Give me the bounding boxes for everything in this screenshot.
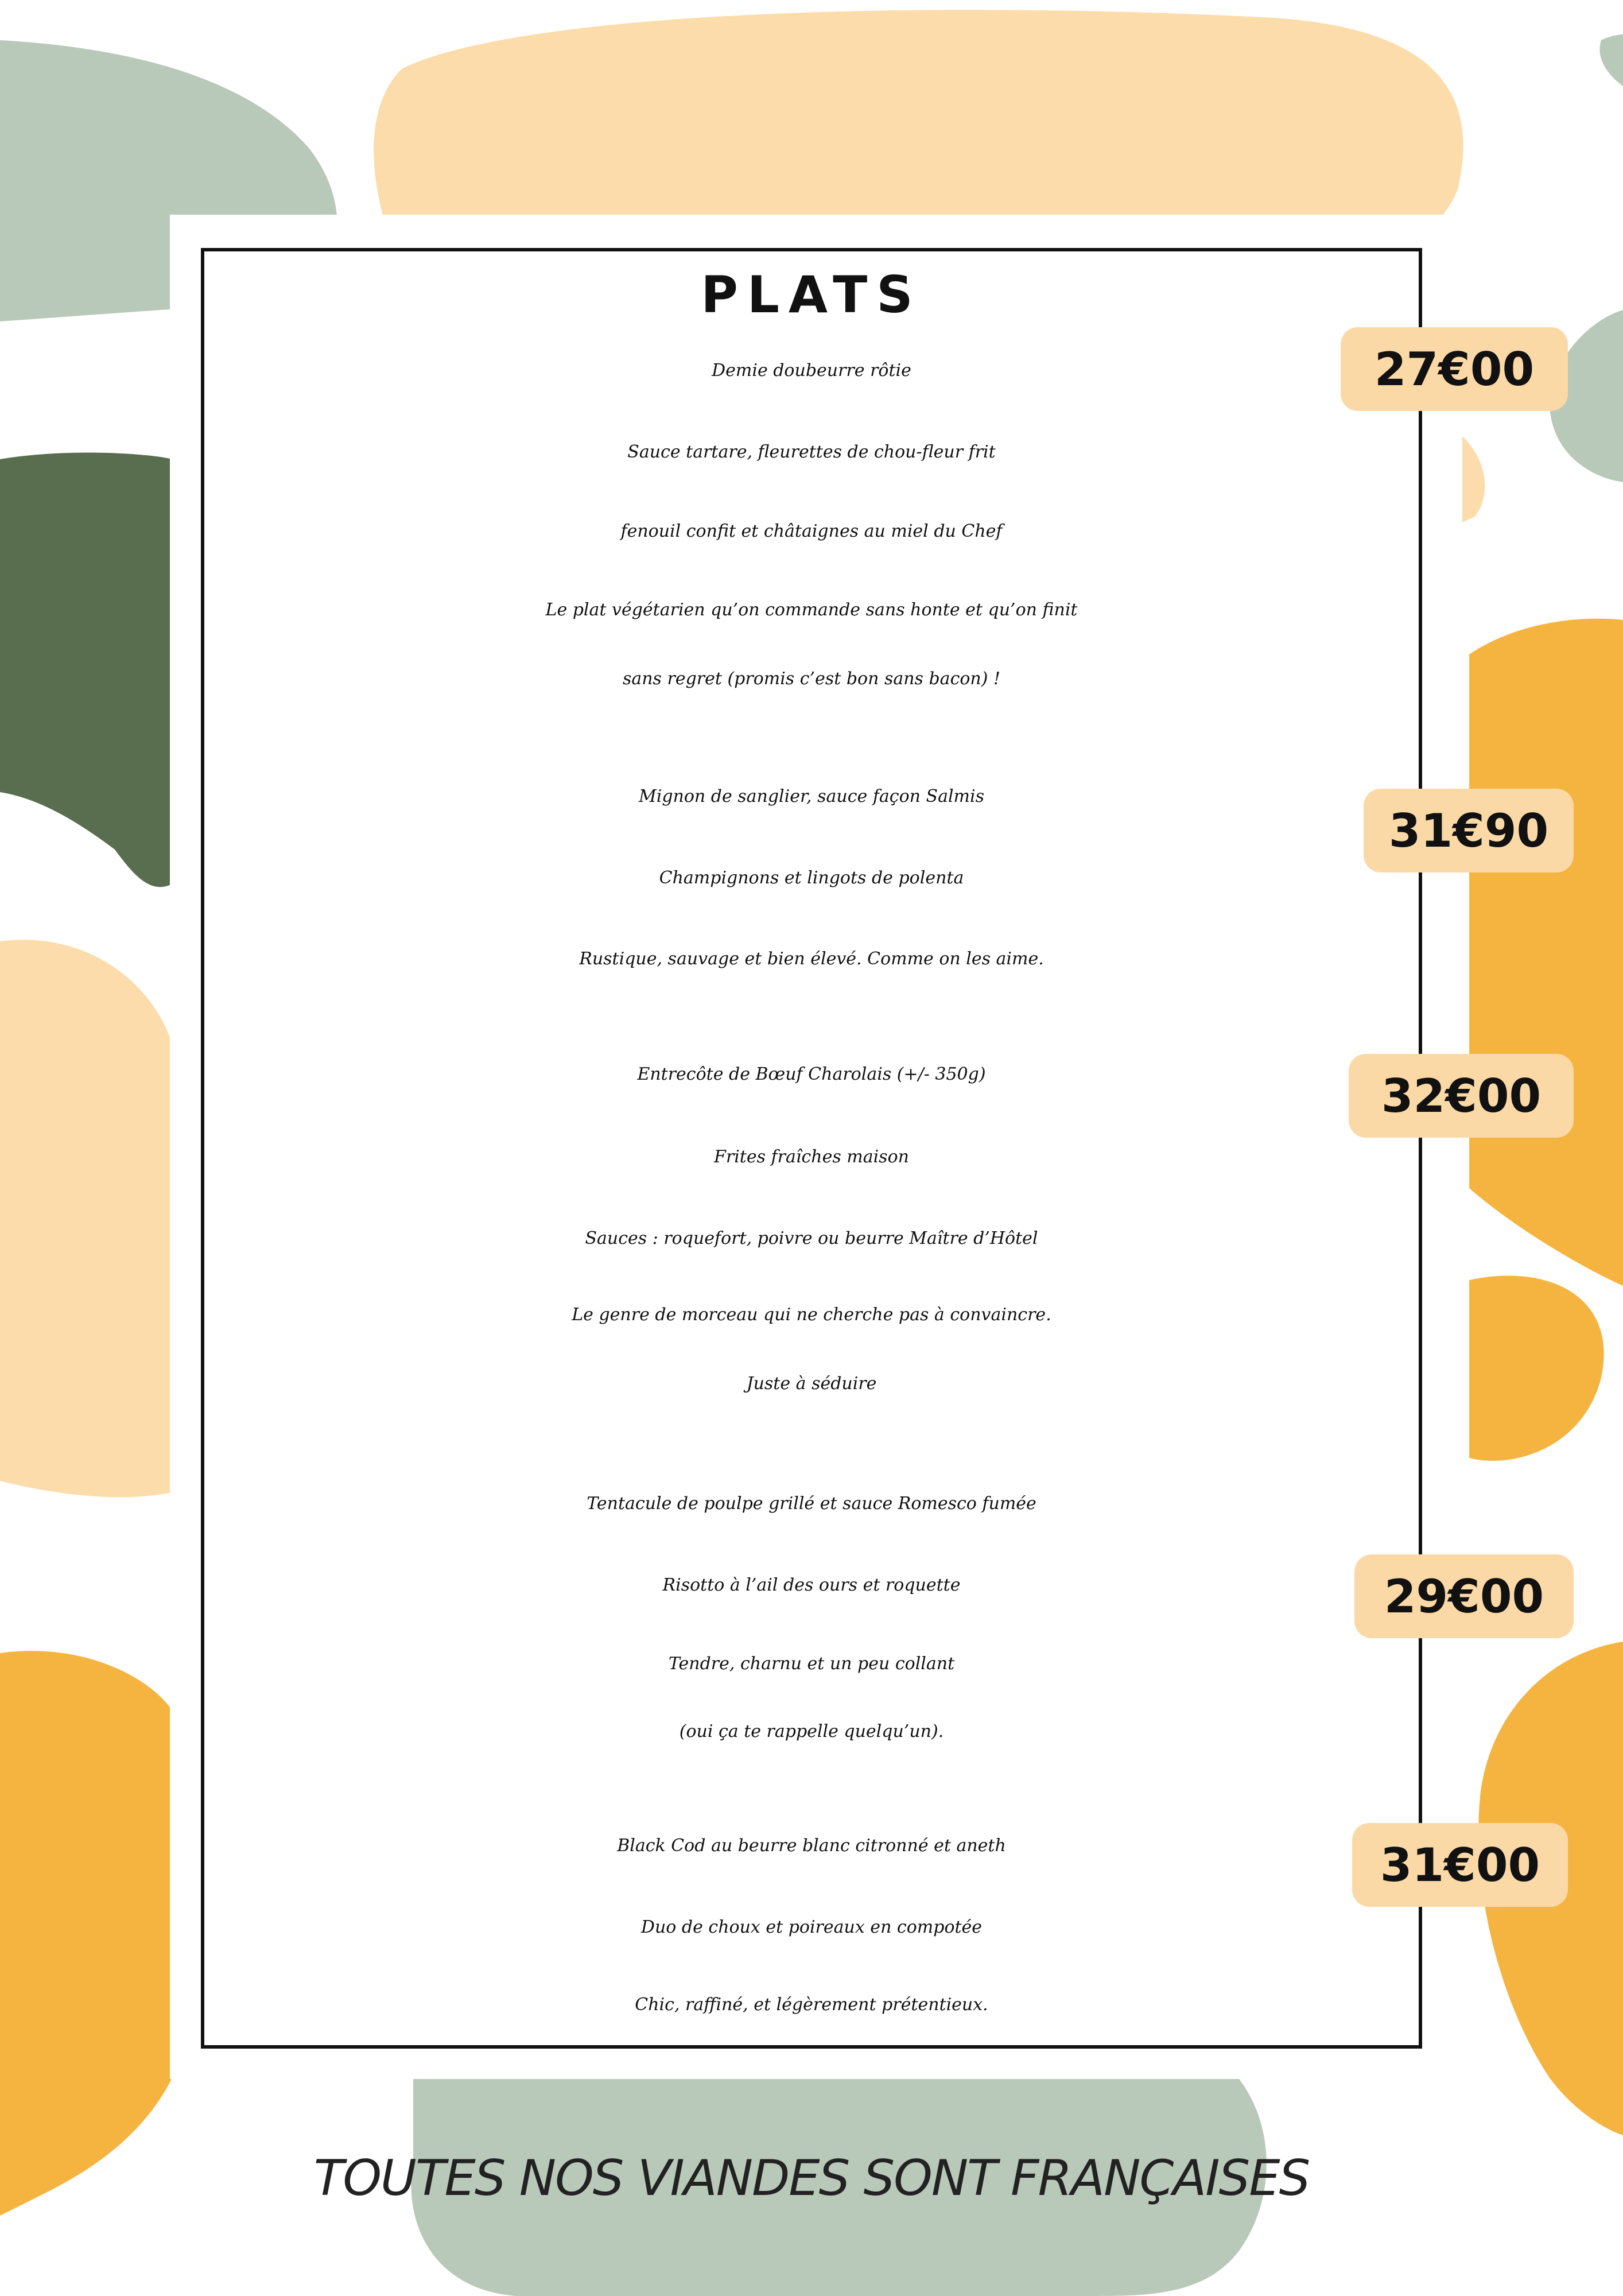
dish-4-line-2: Risotto à l’ail des ours et roquette xyxy=(662,1575,961,1595)
dish-3-name: Entrecôte de Bœuf Charolais (+/- 350g) xyxy=(637,1064,986,1084)
dish-3-line-2: Frites fraîches maison xyxy=(714,1147,909,1167)
dish-4-name: Tentacule de poulpe grillé et sauce Romesco fumée xyxy=(587,1494,1036,1514)
dish-4-price-badge: 29€00 xyxy=(1354,1554,1574,1638)
dish-1-price-badge: 27€00 xyxy=(1341,327,1568,411)
menu-title: PLATS xyxy=(701,265,922,324)
dish-1-note-2: sans regret (promis c’est bon sans bacon) ! xyxy=(622,669,1001,689)
peach-blob-left xyxy=(0,940,172,1497)
dish-2-price-badge: 31€90 xyxy=(1364,789,1574,872)
sage-blob-top-right xyxy=(1599,34,1623,86)
dish-3-line-3: Sauces : roquefort, poivre ou beurre Maître d’Hôtel xyxy=(585,1228,1038,1248)
dish-5-note-1: Chic, raffiné, et légèrement prétentieux. xyxy=(635,1995,988,2015)
dish-4-note-2: (oui ça te rappelle quelqu’un). xyxy=(679,1721,944,1742)
dish-5-line-2: Duo de choux et poireaux en compotée xyxy=(640,1917,983,1937)
dish-1-line-2: Sauce tartare, fleurettes de chou-fleur frit xyxy=(627,442,996,462)
menu-footer-note: TOUTES NOS VIANDES SONT FRANÇAISES xyxy=(313,2150,1310,2207)
dish-2-line-2: Champignons et lingots de polenta xyxy=(659,868,964,888)
dish-2-name: Mignon de sanglier, sauce façon Salmis xyxy=(639,786,984,806)
dish-3-note-2: Juste à séduire xyxy=(746,1374,877,1394)
dish-3-note-1: Le genre de morceau qui ne cherche pas à convaincre. xyxy=(572,1305,1051,1325)
dish-1-name: Demie doubeurre rôtie xyxy=(712,360,911,381)
dish-2-note-1: Rustique, sauvage et bien élevé. Comme on les aime. xyxy=(579,949,1044,969)
dish-1-note-1: Le plat végétarien qu’on commande sans honte et qu’on finit xyxy=(545,600,1078,620)
dish-5-price-badge: 31€00 xyxy=(1352,1823,1568,1907)
orange-blob-right-upper xyxy=(1469,619,1623,1286)
dish-3-price-badge: 32€00 xyxy=(1349,1054,1574,1138)
orange-blob-left-lower xyxy=(0,1651,172,2216)
dish-1-line-3: fenouil confit et châtaignes au miel du Chef xyxy=(620,521,1003,541)
peach-blob-right-small xyxy=(1462,436,1485,522)
dish-5-name: Black Cod au beurre blanc citronné et aneth xyxy=(617,1836,1006,1856)
orange-blob-right-mid xyxy=(1469,1275,1604,1460)
dish-4-note-1: Tendre, charnu et un peu collant xyxy=(668,1654,955,1674)
dark-green-blob-left xyxy=(0,452,172,887)
